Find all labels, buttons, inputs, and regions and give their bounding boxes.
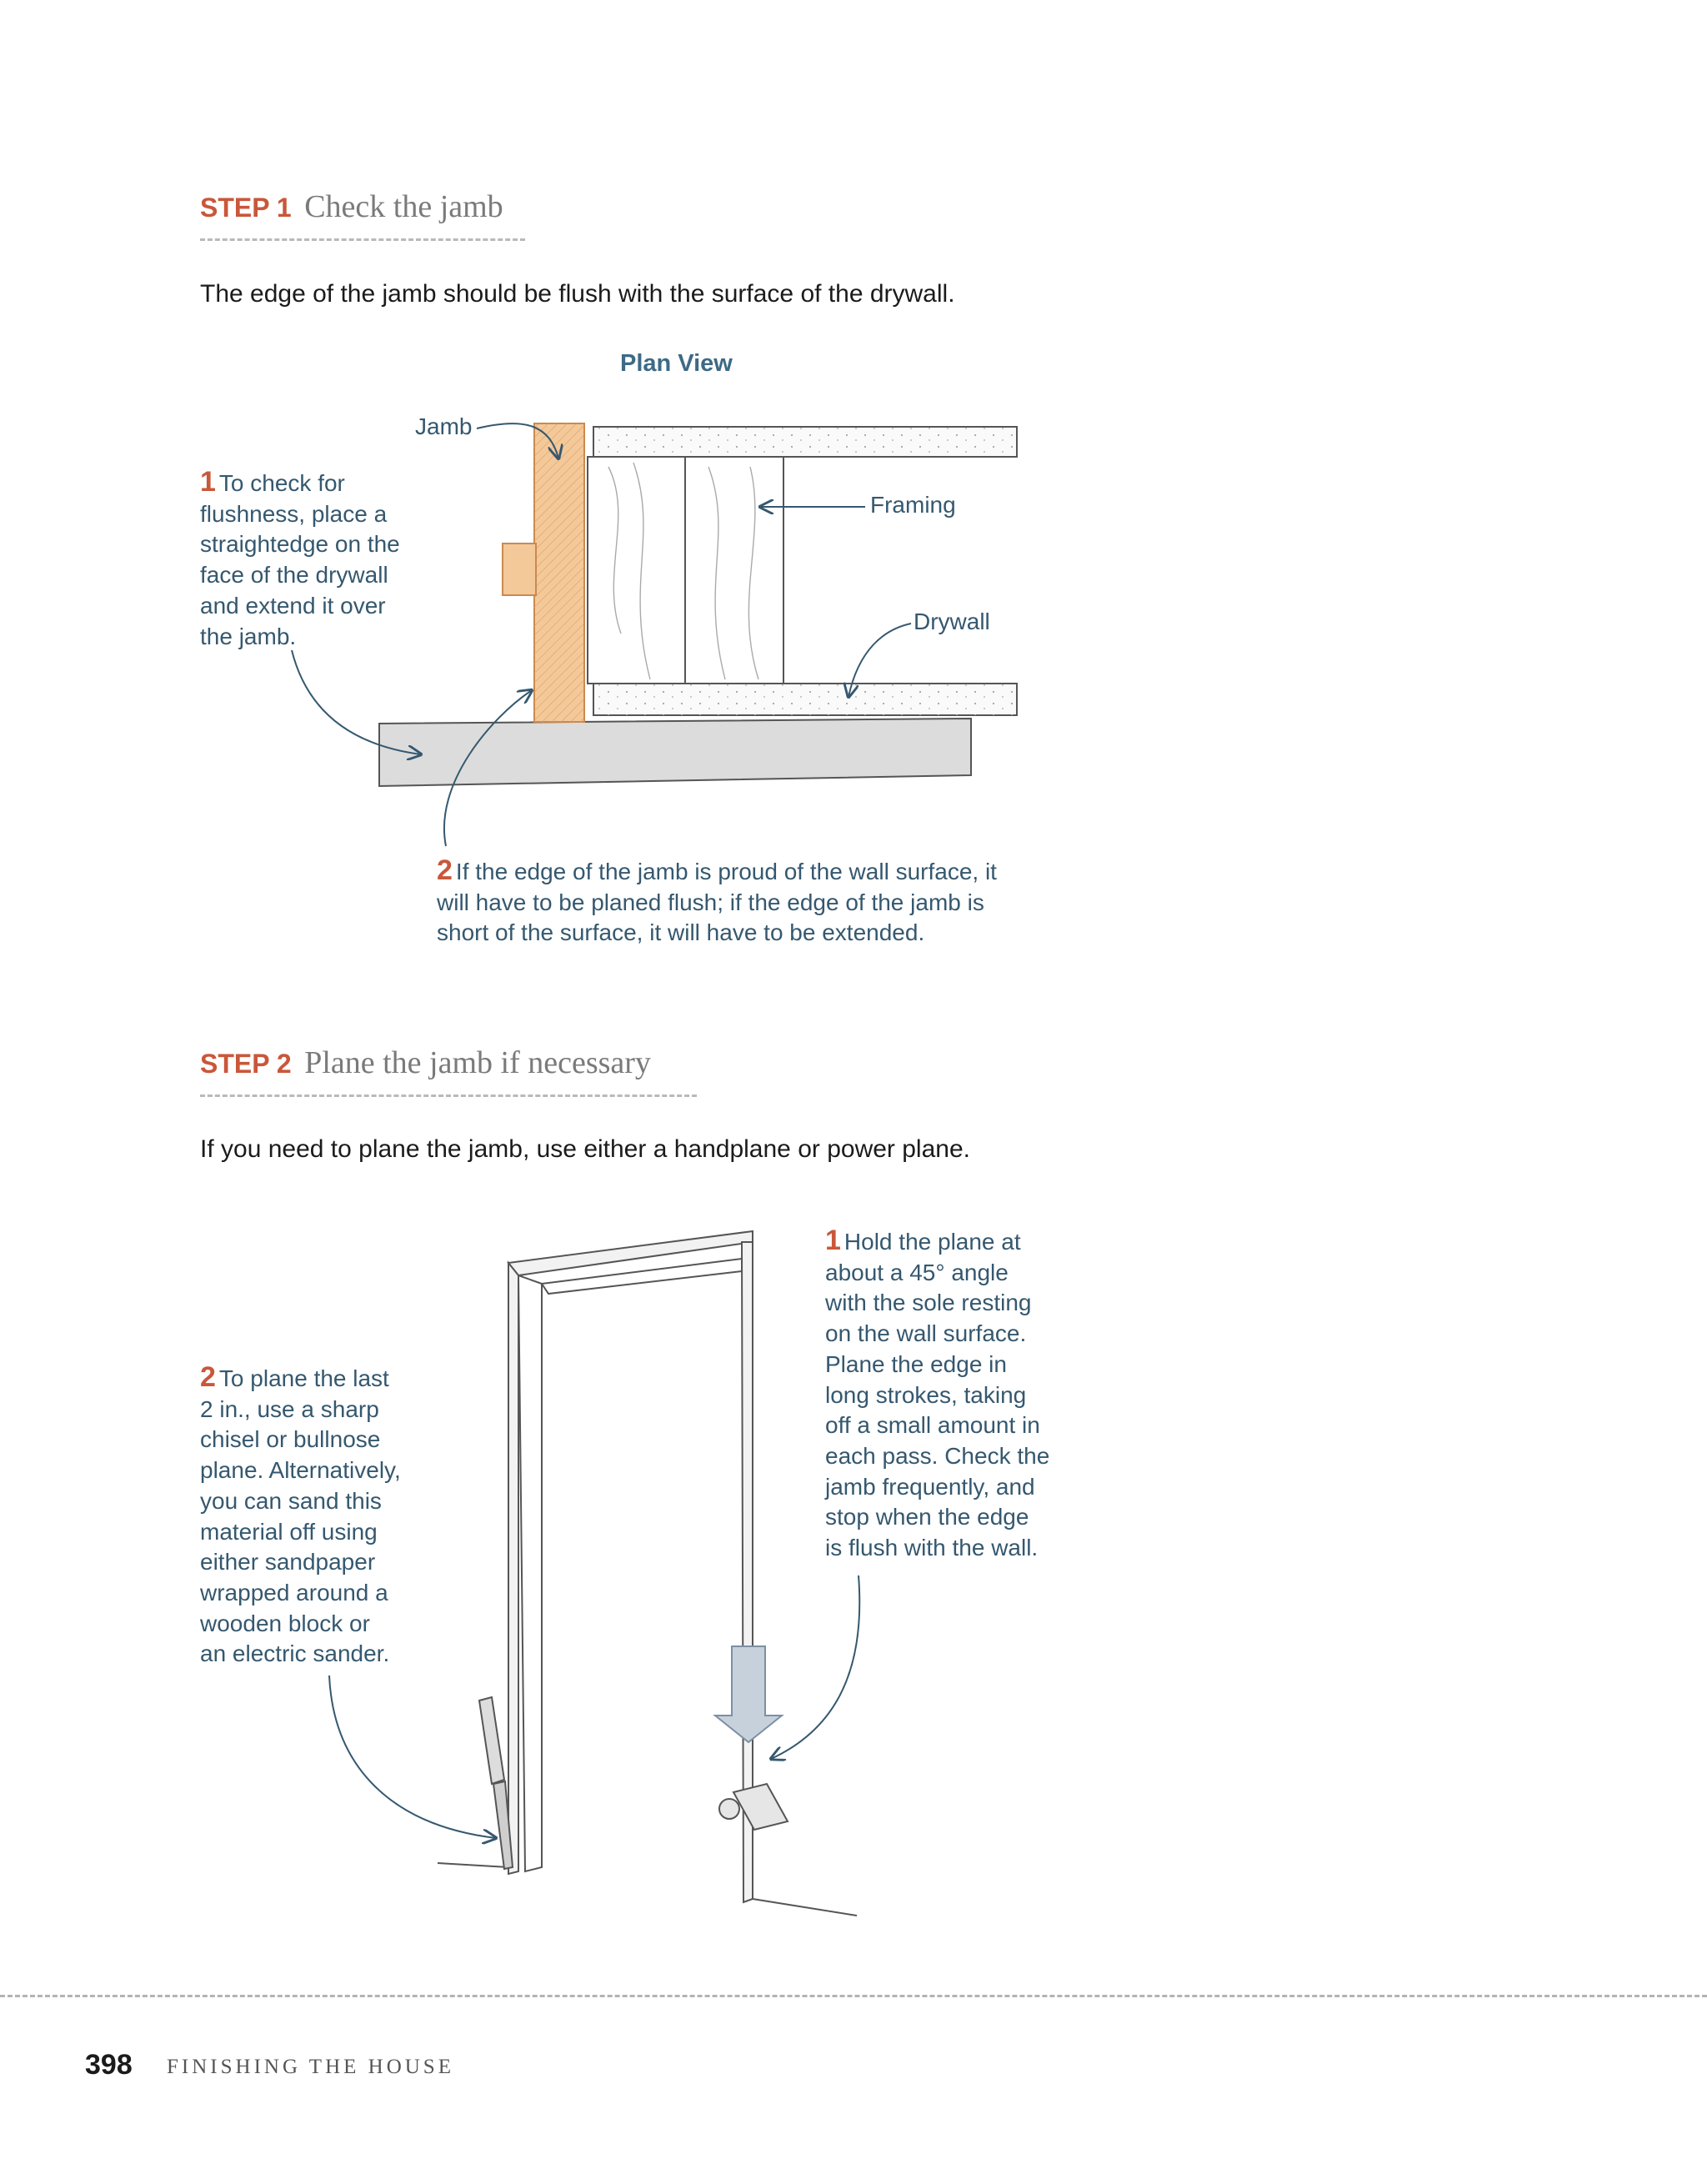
plan-view-title: Plan View <box>620 350 733 377</box>
callout-text: chisel or bullnose <box>200 1426 381 1453</box>
step2-heading <box>200 1044 651 1081</box>
callout-text: jamb frequently, and <box>825 1473 1035 1500</box>
step2-callout1-arrow <box>771 1575 859 1759</box>
step2-intro: If you need to plane the jamb, use either a handplane or power plane. <box>200 1135 970 1163</box>
callout-text: with the sole resting <box>825 1290 1032 1316</box>
callout-text: about a 45° angle <box>825 1259 1009 1285</box>
callout-text: wooden block or <box>200 1610 370 1636</box>
callout-text: To check for <box>218 470 345 496</box>
callout-text: you can sand this <box>200 1487 382 1514</box>
callout-text: stop when the edge <box>825 1504 1029 1530</box>
callout-text: on the wall surface. <box>825 1320 1027 1347</box>
callout-text: Plane the edge in <box>825 1350 1007 1377</box>
down-arrow-icon <box>715 1646 782 1742</box>
step2-callout-1 <box>825 1225 1075 1564</box>
step1-callout-2 <box>437 855 1054 949</box>
framing-label: Framing <box>870 492 956 518</box>
step1-title: Check the jamb <box>304 189 503 224</box>
callout-text: and extend it over <box>200 592 386 619</box>
callout-number: 1 <box>825 1225 841 1256</box>
callout-text: either sandpaper <box>200 1549 376 1575</box>
callout-number: 2 <box>200 1361 216 1393</box>
callout-text: If the edge of the jamb is proud of the wall surface, it <box>455 859 997 884</box>
callout-number: 1 <box>200 466 216 498</box>
step1-label: STEP 1 <box>200 193 292 223</box>
callout-text: straightedge on the <box>200 531 400 558</box>
straightedge <box>379 719 971 786</box>
callout-text: material off using <box>200 1518 378 1545</box>
callout-text: 2 in., use a sharp <box>200 1395 379 1422</box>
step2-callout-2 <box>200 1362 442 1670</box>
callout-text: flushness, place a <box>200 500 388 527</box>
callout-text: face of the drywall <box>200 562 388 589</box>
callout-text: will have to be planed flush; if the edge of the jamb is <box>437 889 984 915</box>
step1-intro: The edge of the jamb should be flush with the surface of the drywall. <box>200 280 955 308</box>
page-number: 398 <box>85 2049 133 2081</box>
callout-text: Hold the plane at <box>843 1229 1021 1255</box>
step2-label: STEP 2 <box>200 1049 292 1079</box>
callout-text: the jamb. <box>200 623 297 649</box>
callout-text: long strokes, taking <box>825 1381 1027 1408</box>
running-head: FINISHING THE HOUSE <box>167 2056 454 2078</box>
callout-text: off a small amount in <box>825 1412 1040 1439</box>
drywall-label: Drywall <box>914 609 990 634</box>
jamb-label: Jamb <box>415 413 473 439</box>
block-plane-tool <box>719 1784 788 1830</box>
callout-text: To plane the last <box>218 1365 389 1391</box>
step2-rule <box>200 1095 697 1097</box>
callout-text: plane. Alternatively, <box>200 1457 401 1484</box>
callout-text: an electric sander. <box>200 1641 390 1667</box>
callout-text: wrapped around a <box>200 1579 388 1605</box>
callout-number: 2 <box>437 854 453 886</box>
footer-rule <box>0 1995 1707 1997</box>
callout-text: short of the surface, it will have to be extended. <box>437 919 925 946</box>
step2-title: Plane the jamb if necessary <box>304 1045 651 1080</box>
step2-callout2-arrow <box>329 1676 496 1838</box>
callout-text: is flush with the wall. <box>825 1535 1039 1561</box>
step1-callout-1 <box>200 467 433 652</box>
callout-text: each pass. Check the <box>825 1442 1050 1469</box>
